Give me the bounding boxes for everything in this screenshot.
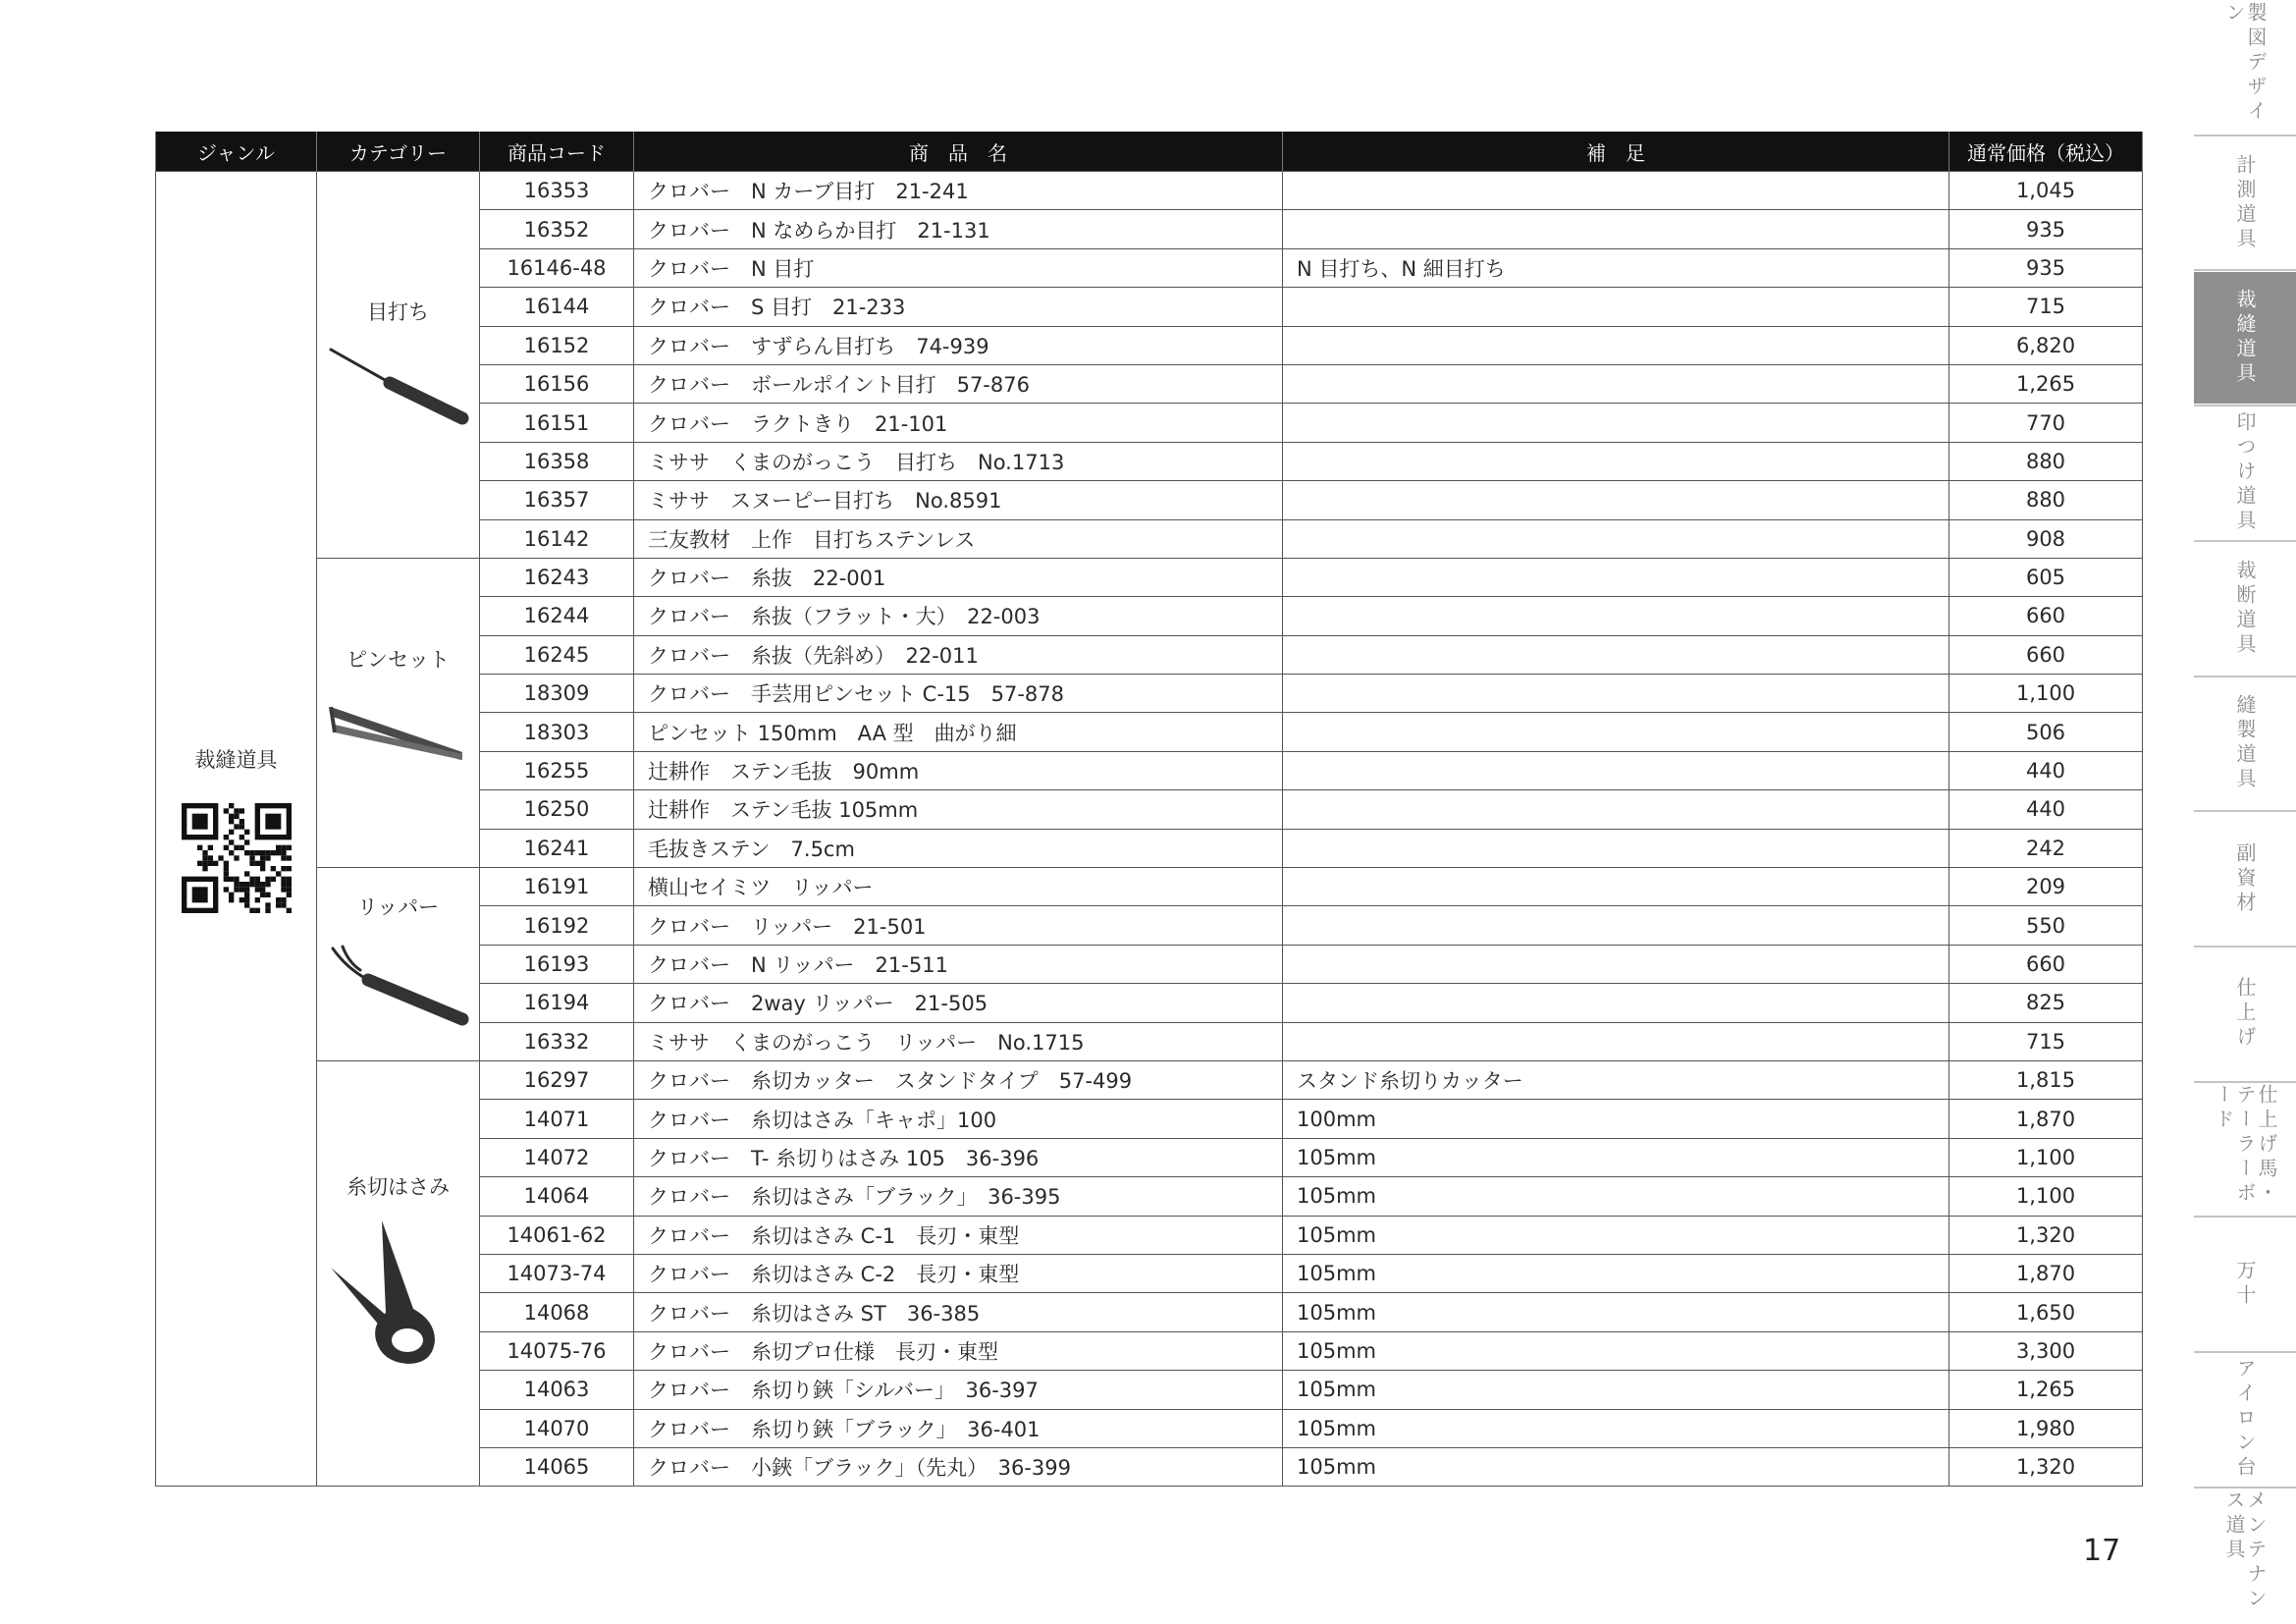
- product-note: [1283, 713, 1949, 751]
- product-price: 908: [1949, 519, 2143, 558]
- product-name: クロバー 糸切はさみ「キャポ」100: [634, 1100, 1283, 1138]
- product-note: [1283, 364, 1949, 403]
- product-name: クロバー 2way リッパー 21-505: [634, 984, 1283, 1022]
- product-price: 605: [1949, 558, 2143, 596]
- side-tab-divider: [2194, 1081, 2296, 1083]
- table-row: [156, 868, 2143, 906]
- side-tab-9[interactable]: [2194, 1218, 2296, 1350]
- side-tab-1[interactable]: [2194, 137, 2296, 269]
- product-code: 16255: [480, 751, 634, 789]
- product-name: クロバー N なめらか目打 21-131: [634, 210, 1283, 248]
- side-tab-label: 仕上げ馬・テーラーボード: [2212, 1083, 2278, 1207]
- side-tab-label: 縫製道具: [2233, 694, 2257, 793]
- product-price: 550: [1949, 906, 2143, 945]
- product-price: 1,100: [1949, 675, 2143, 713]
- product-code: 16297: [480, 1060, 634, 1099]
- product-table: [155, 132, 2143, 1487]
- product-price: 825: [1949, 984, 2143, 1022]
- category-cell: [317, 1060, 480, 1486]
- product-note: [1283, 326, 1949, 364]
- product-code: 16244: [480, 597, 634, 635]
- category-cell: [317, 868, 480, 1061]
- side-index-tabs: [2194, 0, 2296, 1624]
- product-note: [1283, 442, 1949, 480]
- header-code: 商品コード: [480, 132, 634, 172]
- product-note: 105mm: [1283, 1138, 1949, 1176]
- product-name: クロバー N カーブ目打 21-241: [634, 172, 1283, 210]
- header-note: 補 足: [1283, 132, 1949, 172]
- product-note: [1283, 172, 1949, 210]
- header-genre: ジャンル: [156, 132, 317, 172]
- product-name: 毛抜きステン 7.5cm: [634, 829, 1283, 867]
- side-tab-8[interactable]: [2194, 1084, 2296, 1216]
- product-price: 1,870: [1949, 1254, 2143, 1292]
- product-price: 440: [1949, 790, 2143, 829]
- product-note: [1283, 635, 1949, 674]
- product-code: 14070: [480, 1409, 634, 1447]
- product-name: クロバー ラクトきり 21-101: [634, 404, 1283, 442]
- product-note: スタンド糸切りカッター: [1283, 1060, 1949, 1099]
- product-price: 1,045: [1949, 172, 2143, 210]
- side-tab-10[interactable]: [2194, 1354, 2296, 1486]
- product-name: クロバー N リッパー 21-511: [634, 945, 1283, 983]
- thread-snips-icon: [317, 1215, 479, 1377]
- product-price: 715: [1949, 288, 2143, 326]
- product-code: 14071: [480, 1100, 634, 1138]
- side-tab-divider: [2194, 540, 2296, 542]
- product-price: 935: [1949, 248, 2143, 287]
- product-note: 100mm: [1283, 1100, 1949, 1138]
- awl-icon: [317, 340, 479, 433]
- product-name: ミササ くまのがっこう リッパー No.1715: [634, 1022, 1283, 1060]
- product-code: 16144: [480, 288, 634, 326]
- side-tab-0[interactable]: [2194, 2, 2296, 134]
- product-code: 16352: [480, 210, 634, 248]
- product-price: 6,820: [1949, 326, 2143, 364]
- product-note: [1283, 790, 1949, 829]
- product-note: [1283, 558, 1949, 596]
- product-note: 105mm: [1283, 1293, 1949, 1331]
- side-tab-divider: [2194, 405, 2296, 406]
- product-price: 880: [1949, 481, 2143, 519]
- product-code: 16332: [480, 1022, 634, 1060]
- product-name: クロバー 糸切り鋏「シルバー」 36-397: [634, 1371, 1283, 1409]
- product-code: 16358: [480, 442, 634, 480]
- qr-code-icon: [182, 803, 292, 913]
- product-price: 935: [1949, 210, 2143, 248]
- product-note: 105mm: [1283, 1331, 1949, 1370]
- product-name: 辻耕作 ステン毛抜 105mm: [634, 790, 1283, 829]
- product-price: 1,265: [1949, 1371, 2143, 1409]
- product-note: 105mm: [1283, 1447, 1949, 1486]
- product-note: 105mm: [1283, 1254, 1949, 1292]
- product-price: 1,650: [1949, 1293, 2143, 1331]
- product-note: 105mm: [1283, 1216, 1949, 1254]
- side-tab-4[interactable]: [2194, 543, 2296, 675]
- product-note: [1283, 751, 1949, 789]
- product-code: 14073-74: [480, 1254, 634, 1292]
- header-name: 商 品 名: [634, 132, 1283, 172]
- side-tab-divider: [2194, 1487, 2296, 1489]
- product-price: 660: [1949, 597, 2143, 635]
- table-row: [156, 172, 2143, 210]
- product-name: クロバー T- 糸切りはさみ 105 36-396: [634, 1138, 1283, 1176]
- table-header-row: [156, 132, 2143, 172]
- side-tab-label: 裁縫道具: [2233, 289, 2257, 388]
- product-price: 3,300: [1949, 1331, 2143, 1370]
- product-code: 16194: [480, 984, 634, 1022]
- tweezers-icon: [317, 687, 479, 781]
- side-tab-3[interactable]: [2194, 407, 2296, 539]
- product-price: 660: [1949, 945, 2143, 983]
- product-note: [1283, 868, 1949, 906]
- page-number: 17: [2083, 1534, 2121, 1568]
- product-code: 16142: [480, 519, 634, 558]
- product-name: クロバー 糸切カッター スタンドタイプ 57-499: [634, 1060, 1283, 1099]
- side-tab-label: 副資材: [2233, 841, 2257, 916]
- product-code: 16250: [480, 790, 634, 829]
- product-code: 14064: [480, 1177, 634, 1216]
- side-tab-6[interactable]: [2194, 813, 2296, 945]
- product-name: クロバー ボールポイント目打 57-876: [634, 364, 1283, 403]
- side-tab-divider: [2194, 1216, 2296, 1218]
- side-tab-label: 仕上げ: [2233, 977, 2257, 1052]
- product-code: 18309: [480, 675, 634, 713]
- product-note: [1283, 906, 1949, 945]
- side-tab-divider: [2194, 135, 2296, 136]
- product-name: クロバー 糸切プロ仕様 長刃・東型: [634, 1331, 1283, 1370]
- product-code: 14065: [480, 1447, 634, 1486]
- product-price: 715: [1949, 1022, 2143, 1060]
- side-tab-label: 印つけ道具: [2233, 411, 2257, 535]
- side-tab-divider: [2194, 676, 2296, 677]
- side-tab-11[interactable]: [2194, 1489, 2296, 1621]
- product-name: クロバー 糸切はさみ C-1 長刃・東型: [634, 1216, 1283, 1254]
- product-note: [1283, 675, 1949, 713]
- product-name: クロバー 糸切はさみ ST 36-385: [634, 1293, 1283, 1331]
- side-tab-5[interactable]: [2194, 678, 2296, 810]
- product-name: クロバー 手芸用ピンセット C-15 57-878: [634, 675, 1283, 713]
- product-name: クロバー すずらん目打ち 74-939: [634, 326, 1283, 364]
- product-code: 16243: [480, 558, 634, 596]
- product-code: 16152: [480, 326, 634, 364]
- product-price: 880: [1949, 442, 2143, 480]
- product-note: 105mm: [1283, 1371, 1949, 1409]
- product-code: 16192: [480, 906, 634, 945]
- product-code: 16245: [480, 635, 634, 674]
- product-price: 1,980: [1949, 1409, 2143, 1447]
- product-note: [1283, 1022, 1949, 1060]
- product-code: 14075-76: [480, 1331, 634, 1370]
- product-name: クロバー 糸抜（フラット・大） 22-003: [634, 597, 1283, 635]
- side-tab-label: 製図デザイン: [2222, 2, 2268, 125]
- product-note: [1283, 288, 1949, 326]
- product-note: [1283, 210, 1949, 248]
- product-code: 16353: [480, 172, 634, 210]
- category-cell: [317, 172, 480, 559]
- product-code: 16191: [480, 868, 634, 906]
- product-price: 1,320: [1949, 1447, 2143, 1486]
- product-name: クロバー リッパー 21-501: [634, 906, 1283, 945]
- genre-cell: [156, 172, 317, 1487]
- product-name: ミササ スヌーピー目打ち No.8591: [634, 481, 1283, 519]
- product-name: ピンセット 150mm AA 型 曲がり細: [634, 713, 1283, 751]
- genre-label: 裁縫道具: [194, 748, 278, 773]
- product-name: ミササ くまのがっこう 目打ち No.1713: [634, 442, 1283, 480]
- product-price: 1,100: [1949, 1177, 2143, 1216]
- product-note: [1283, 519, 1949, 558]
- product-name: クロバー S 目打 21-233: [634, 288, 1283, 326]
- product-price: 660: [1949, 635, 2143, 674]
- product-note: [1283, 597, 1949, 635]
- product-name: クロバー 小鋏「ブラック」（先丸） 36-399: [634, 1447, 1283, 1486]
- product-name: 辻耕作 ステン毛抜 90mm: [634, 751, 1283, 789]
- product-name: 横山セイミツ リッパー: [634, 868, 1283, 906]
- product-note: N 目打ち、N 細目打ち: [1283, 248, 1949, 287]
- side-tab-label: 裁断道具: [2233, 559, 2257, 658]
- category-cell: [317, 558, 480, 867]
- side-tab-divider: [2194, 810, 2296, 812]
- seam-ripper-icon: [317, 935, 479, 1038]
- product-name: クロバー 糸切り鋏「ブラック」 36-401: [634, 1409, 1283, 1447]
- product-price: 1,815: [1949, 1060, 2143, 1099]
- side-tab-2[interactable]: [2194, 272, 2296, 404]
- product-name: クロバー N 目打: [634, 248, 1283, 287]
- side-tab-label: 万十: [2233, 1260, 2257, 1310]
- product-price: 440: [1949, 751, 2143, 789]
- product-name: 三友教材 上作 目打ちステンレス: [634, 519, 1283, 558]
- product-price: 1,100: [1949, 1138, 2143, 1176]
- product-note: 105mm: [1283, 1177, 1949, 1216]
- product-price: 209: [1949, 868, 2143, 906]
- product-name: クロバー 糸切はさみ「ブラック」 36-395: [634, 1177, 1283, 1216]
- product-code: 16193: [480, 945, 634, 983]
- product-name: クロバー 糸抜 22-001: [634, 558, 1283, 596]
- side-tab-7[interactable]: [2194, 948, 2296, 1080]
- product-code: 16146-48: [480, 248, 634, 287]
- product-price: 1,870: [1949, 1100, 2143, 1138]
- product-code: 16156: [480, 364, 634, 403]
- table-row: [156, 558, 2143, 596]
- header-price: 通常価格（税込）: [1949, 132, 2143, 172]
- product-code: 18303: [480, 713, 634, 751]
- product-note: [1283, 404, 1949, 442]
- product-code: 16357: [480, 481, 634, 519]
- product-price: 506: [1949, 713, 2143, 751]
- product-note: [1283, 481, 1949, 519]
- side-tab-label: メンテナンス道具: [2222, 1489, 2268, 1612]
- product-price: 1,265: [1949, 364, 2143, 403]
- product-price: 770: [1949, 404, 2143, 442]
- side-tab-divider: [2194, 1351, 2296, 1353]
- product-code: 14061-62: [480, 1216, 634, 1254]
- product-code: 14063: [480, 1371, 634, 1409]
- side-tab-label: アイロン台: [2233, 1358, 2257, 1482]
- category-label: 目打ち: [367, 299, 429, 324]
- product-price: 1,320: [1949, 1216, 2143, 1254]
- side-tab-divider: [2194, 946, 2296, 947]
- product-code: 16151: [480, 404, 634, 442]
- side-tab-label: 計測道具: [2233, 153, 2257, 252]
- product-note: 105mm: [1283, 1409, 1949, 1447]
- product-note: [1283, 945, 1949, 983]
- category-label: リッパー: [356, 894, 440, 919]
- product-note: [1283, 984, 1949, 1022]
- product-name: クロバー 糸切はさみ C-2 長刃・東型: [634, 1254, 1283, 1292]
- product-code: 16241: [480, 829, 634, 867]
- product-price: 242: [1949, 829, 2143, 867]
- product-name: クロバー 糸抜（先斜め） 22-011: [634, 635, 1283, 674]
- product-code: 14072: [480, 1138, 634, 1176]
- table-row: [156, 1060, 2143, 1099]
- side-tab-divider: [2194, 269, 2296, 271]
- product-code: 14068: [480, 1293, 634, 1331]
- product-note: [1283, 829, 1949, 867]
- category-label: ピンセット: [347, 648, 450, 673]
- category-label: 糸切はさみ: [347, 1174, 450, 1199]
- header-category: カテゴリー: [317, 132, 480, 172]
- table-body: [156, 172, 2143, 1487]
